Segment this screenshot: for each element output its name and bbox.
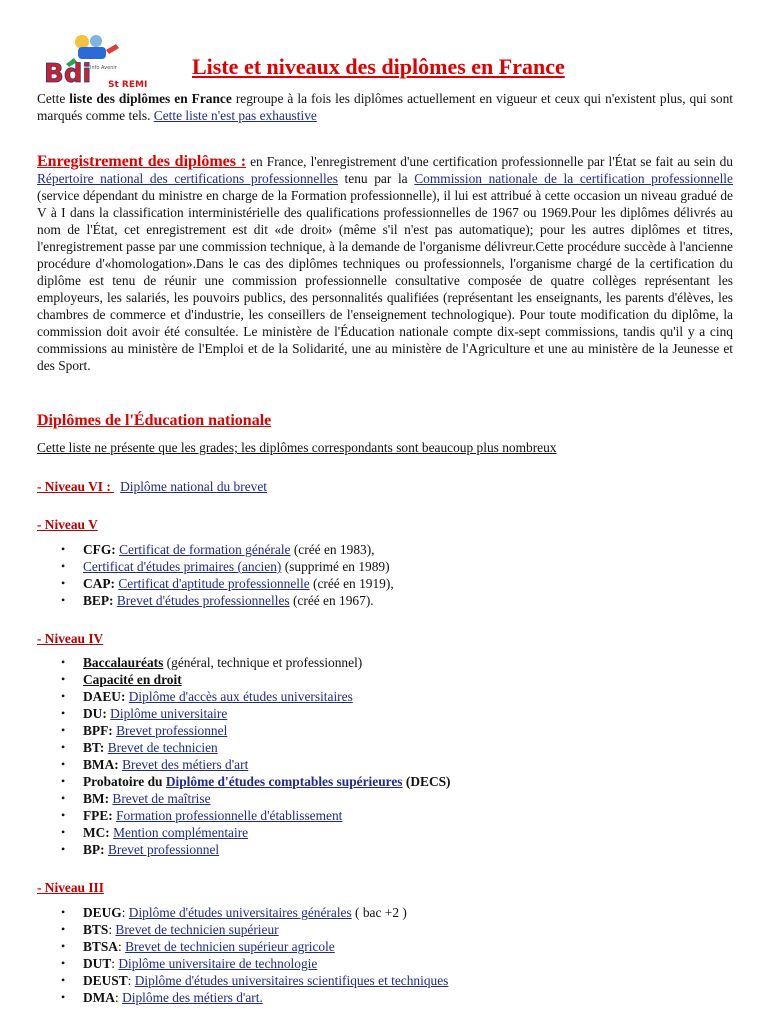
du-link[interactable]: Diplôme universitaire — [110, 706, 228, 721]
list-item: • BM: Brevet de maîtrise — [61, 791, 211, 806]
bdi-logo — [38, 32, 180, 90]
list-item: • DU: Diplôme universitaire — [61, 706, 228, 721]
mc-link[interactable]: Mention complémentaire — [113, 825, 249, 840]
niveau-3 — [37, 880, 104, 896]
cep-link[interactable]: Certificat d'études primaires (ancien) — [83, 559, 282, 574]
niveau-5 — [37, 517, 98, 533]
niveau-3-list — [57, 904, 448, 1006]
list-item: • BT: Brevet de technicien — [61, 740, 218, 755]
dma-link[interactable]: Diplôme des métiers d'art. — [122, 990, 263, 1005]
dnb-link[interactable]: Diplôme national du brevet — [120, 479, 268, 494]
bm-link[interactable]: Brevet de maîtrise — [112, 791, 211, 806]
niveau-5-list — [57, 541, 394, 609]
list-item: • BTSA: Brevet de technicien supérieur agricole — [61, 939, 335, 954]
non-exhaustive-link[interactable]: Cette liste n'est pas exhaustive — [153, 107, 317, 123]
list-item: • Baccalauréats (général, technique et professionnel) — [61, 655, 363, 670]
decs-link[interactable]: Diplôme d'études comptables supérieures — [165, 774, 403, 789]
enregistrement-paragraph: Enregistrement des diplômes : en France, l'enregistrement d'une certification professionnelle par l'État se fait au sein du Répertoire national des certifications professionnelles tenu par la Commission nationale de la certification professionnelle (service dépendant du ministre en charge de la Formation professionnelle), il lui est attribué à cette occasion un niveau gradué de V à I dans la classification interministérielle des qualifications professionnelles de 1967 ou 1969.Pour les diplômes délivrés au nom de l'État, cet enregistrement est dit «de droit» (même s'il n'est pas automatique); pour les autres diplômes et titres, l'enregistrement passe par une commission technique, à la demande de l'organisme délivreur.Cette procédure succède à l'ancienne procédure d'«homologation».Dans le cas des diplômes techniques ou professionnels, l'organisme chargé de la certification du diplôme est tenu de réunir une commission professionnelle consultative composée de quatre collèges représentant les employeurs, les salariés, les pouvoirs publics, des personnalités qualifiées (représentant les enseignants, les parents d'élèves, les chambres de commerce et d'industrie, les conseillers de l'enseignement technologique). Pour toute modification du diplôme, la commission doit avoir été consultée. Le ministère de l'Éducation nationale compte dix-sept commissions, tandis qu'il y a cinq commissions au ministère de l'Emploi et de la Solidarité, une au ministère de l'Agriculture et une au ministère de la Jeunesse et des Sport. — [37, 153, 733, 373]
logo-text: Bdi — [44, 59, 92, 89]
niveau-6-label: - Niveau VI : — [37, 479, 115, 494]
list-item: • FPE: Formation professionnelle d'établissement — [61, 808, 343, 823]
education-nationale-heading: Diplômes de l'Éducation nationale — [37, 412, 272, 429]
list-item: • DAEU: Diplôme d'accès aux études universitaires — [61, 689, 353, 704]
niveau-4-list — [57, 654, 451, 858]
svg-text:Info Avenir: Info Avenir — [90, 65, 117, 71]
list-item: • DMA: Diplôme des métiers d'art. — [61, 990, 263, 1005]
list-item: • BTS: Brevet de technicien supérieur — [61, 922, 279, 937]
deug-link[interactable]: Diplôme d'études universitaires générales — [128, 905, 352, 920]
rncp-link[interactable]: Répertoire national des certifications professionnelles — [37, 171, 338, 186]
list-item: • CAP: Certificat d'aptitude professionnelle (créé en 1919), — [61, 576, 394, 591]
niveau-3-label: - Niveau III — [37, 880, 104, 895]
page-title: Liste et niveaux des diplômes en France — [192, 54, 565, 79]
bma-link[interactable]: Brevet des métiers d'art — [122, 757, 249, 772]
list-item: • CFG: Certificat de formation générale (créé en 1983), — [61, 542, 375, 557]
niveau-6 — [37, 479, 267, 495]
bpf-link[interactable]: Brevet professionnel — [116, 723, 228, 738]
bp-link[interactable]: Brevet professionnel — [107, 842, 220, 857]
btsa-link[interactable]: Brevet de technicien supérieur agricole — [125, 939, 335, 954]
intro-paragraph: Cette liste des diplômes en France regroupe à la fois les diplômes actuellement en vigueur et ceux qui n'existent plus, qui sont marqués comme tels. Cette liste n'est pas exhaustive — [37, 91, 733, 123]
list-item: • DEUG: Diplôme d'études universitaires générales ( bac +2 ) — [61, 905, 407, 920]
list-item: • BMA: Brevet des métiers d'art — [61, 757, 249, 772]
list-item: • MC: Mention complémentaire — [61, 825, 249, 840]
dut-link[interactable]: Diplôme universitaire de technologie — [118, 956, 318, 971]
enregistrement-heading: Enregistrement des diplômes : — [37, 153, 247, 170]
niveau-4-label: - Niveau IV — [37, 631, 104, 646]
list-item: • Capacité en droit — [61, 672, 182, 687]
list-item: • DEUST: Diplôme d'études universitaires scientifiques et techniques — [61, 973, 449, 988]
deust-link[interactable]: Diplôme d'études universitaires scientifiques et techniques — [134, 973, 449, 988]
bep-link[interactable]: Brevet d'études professionnelles — [116, 593, 290, 608]
list-item: • BEP: Brevet d'études professionnelles (créé en 1967). — [61, 593, 374, 608]
list-item: • DUT: Diplôme universitaire de technologie — [61, 956, 318, 971]
cfg-link[interactable]: Certificat de formation générale — [119, 542, 291, 557]
bt-link[interactable]: Brevet de technicien — [107, 740, 218, 755]
cncp-link[interactable]: Commission nationale de la certification professionnelle — [414, 171, 733, 186]
list-item: • BPF: Brevet professionnel — [61, 723, 228, 738]
niveau-4 — [37, 631, 103, 647]
niveau-5-label: - Niveau V — [37, 517, 98, 532]
intro-bold: liste des diplômes en France — [69, 91, 232, 106]
list-item: • Certificat d'études primaires (ancien) (supprimé en 1989) — [61, 559, 390, 574]
bts-link[interactable]: Brevet de technicien supérieur — [115, 922, 279, 937]
cap-link[interactable]: Certificat d'aptitude professionnelle — [118, 576, 310, 591]
fpe-link[interactable]: Formation professionnelle d'établissement — [116, 808, 343, 823]
grades-note: Cette liste ne présente que les grades; les diplômes correspondants sont beaucoup plus nombreux — [37, 440, 557, 455]
list-item: • BP: Brevet professionnel — [61, 842, 220, 857]
daeu-link[interactable]: Diplôme d'accès aux études universitaires — [128, 689, 353, 704]
logo-sub: St REMI — [108, 80, 148, 90]
list-item: • Probatoire du Diplôme d'études comptables supérieures (DECS) — [61, 774, 451, 789]
